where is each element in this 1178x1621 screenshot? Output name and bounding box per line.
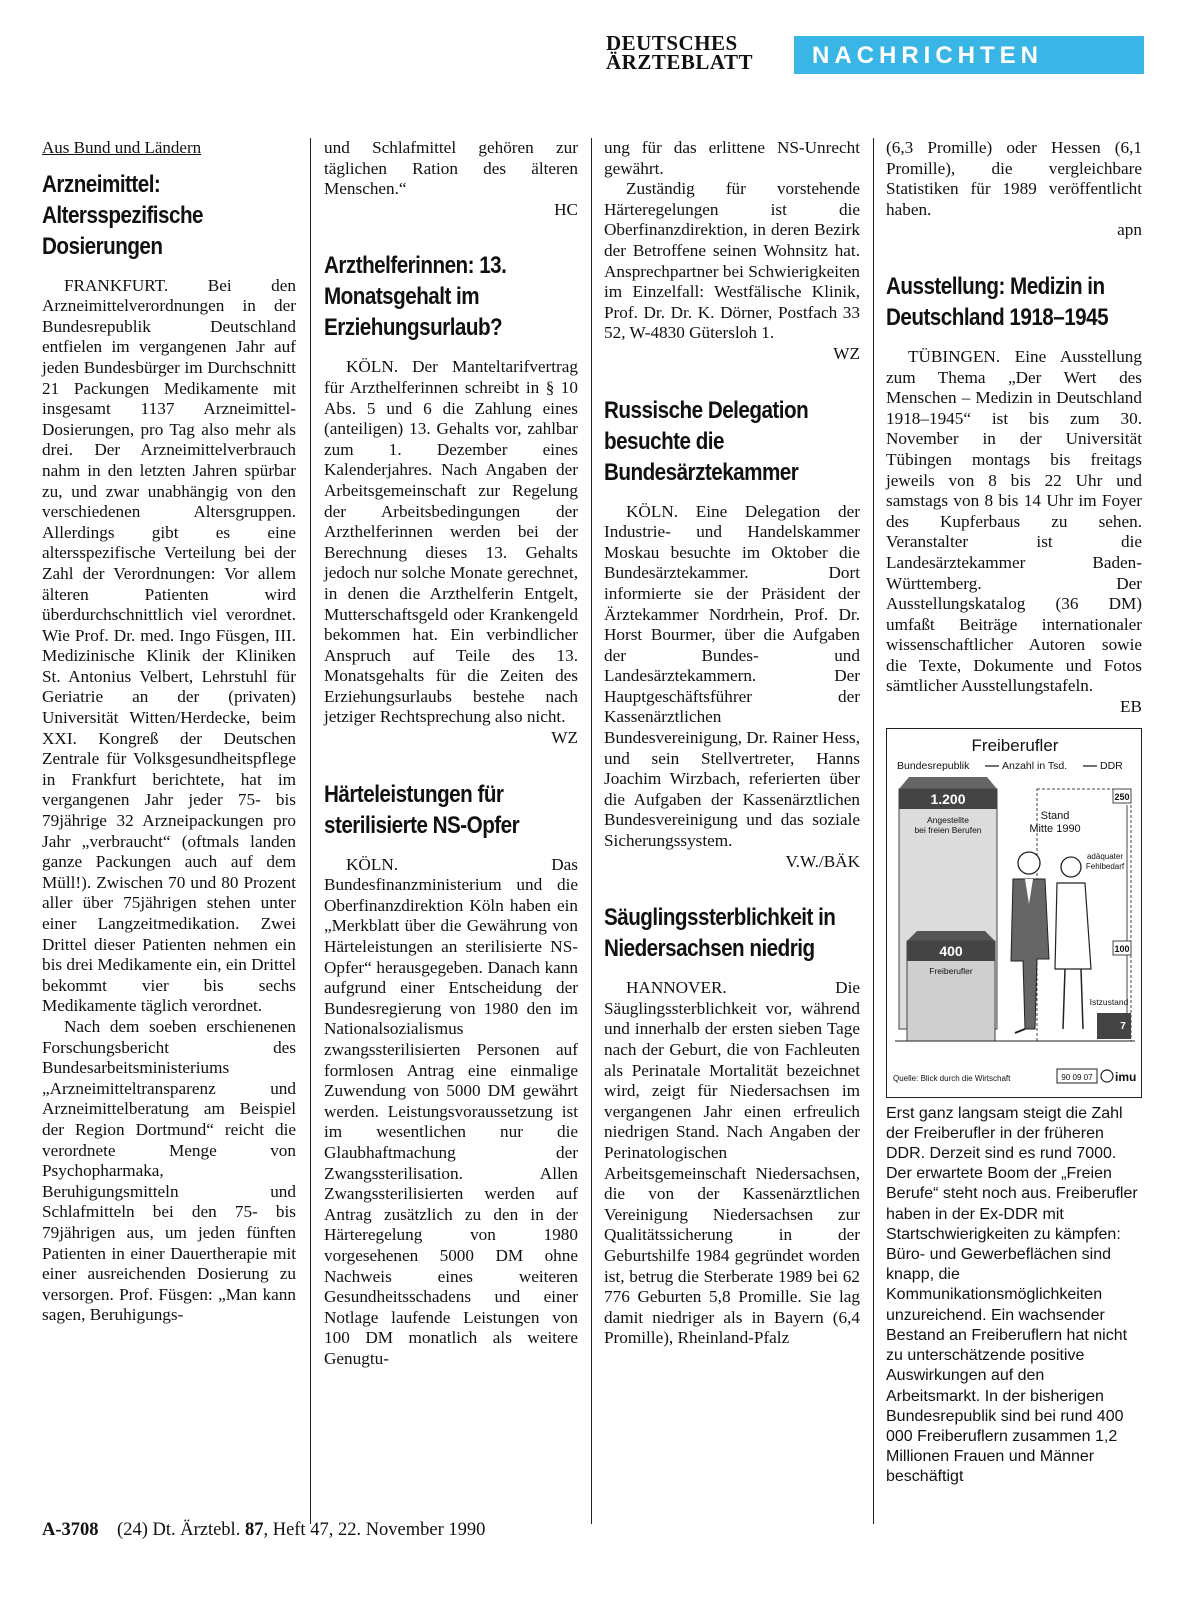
source-note: Quelle: Blick durch die Wirtschaft [893,1073,1011,1083]
article-paragraph: ung für das erlittene NS-Unrecht gewährt. [604,138,860,178]
author-line [886,220,1142,241]
headline-haerteleistungen: Härteleistungen für sterilisierte NS-Opfer [324,780,520,839]
code-text: 90 09 07 [1061,1072,1093,1082]
stand-label: Mitte 1990 [1029,822,1081,835]
brd-value: 1.200 [930,790,966,807]
section-label: Aus Bund und Ländern [42,138,202,157]
need-label: adäquater [1086,851,1124,861]
column-4 [886,138,1142,1488]
author: apn [1117,220,1142,240]
article-paragraph: (6,3 Promille) oder Hessen (6,1 Promille), die vergleichbare Statistiken für 1989 veröffentlicht haben. [886,138,1142,219]
headline-arzneimittel: Arzneimittel: Altersspezifische Dosierungen [42,170,204,260]
section-banner [794,36,1144,74]
need-label: Fehlbedarf [1085,861,1125,871]
author-line [604,852,860,873]
author-line [324,728,578,749]
article-paragraph: KÖLN. Der Manteltarifvertrag für Arzthelferinnen schreibt in § 10 Abs. 5 und 6 die Zahlung eines (anteiligen) 13. Gehalts vor, zahlbar zum 1. Dezember eines Kalenderjahres. Nach Angaben der Arbeitsgemeinschaft zur Regelung der Arbeitsbedingungen der Arzthelferinnen werden bei der Berechnung dieses 13. Gehalts jedoch nur solche Monate gerechnet, in denen die Arzthelferin Entgelt, Mutterschaftsgeld oder Krankengeld bekommen hat. Ein verbindlicher Anspruch auf Teile des 13. Monatsgehalts für die Zeiten des Erziehungsurlaubs bestehe nach jetziger Rechtsprechung also nicht. [324,357,578,727]
brand-logo [606,31,776,74]
ist-value: 7 [1120,1020,1126,1032]
article-paragraph: FRANKFURT. Bei den Arzneimittelverordnungen in der Bundesrepublik Deutschland entfielen im vergangenen Jahr auf jeden Bundesbürger im Durchschnitt 21 Packungen Medikamente mit insgesamt 1137 Arzneimittel-Dosierungen, pro Tag also mehr als drei. Der Arzneimittelverbrauch nahm in den letzten Jahren spürbar zu, und zwar unabhängig von den verschiedenen Altersgruppen. Allerdings gibt es eine altersspezifische Verteilung bei der Zahl der Verordnungen: Vor allem älteren Patienten wird überdurchschnittlich viel verordnet. Wie Prof. Dr. med. Ingo Füsgen, III. Medizinische Klinik der Kliniken St. Antonius Velbert, Lehrstuhl für Geriatrie an der (privaten) Universität Witten/Herdecke, beim XXI. Kongreß der Deutschen Zentrale für Volksgesundheitspflege in Frankfurt berichtete, hat im vergangenen Jahr jeder 75- bis 79jährige 32 Arzneipackungen pro Jahr „verbraucht“ (oftmals landen ganze Packungen auch auf dem Müll!). Zwischen 70 und 80 Prozent aller über 75jährigen stehen unter einer Langzeitmedikation. Zwei Drittel dieser Patienten nehmen ein bis drei Medikamente ein, ein Drittel bekommt vier bis sechs Medikamente täglich verordnet. [42,275,296,1016]
infographic-title: Freiberufler [971,735,1059,755]
article-paragraph: KÖLN. Eine Delegation der Industrie- und Handelskammer Moskau besuchte im Oktober die Bundesärztekammer. Dort informierte sie der Präsident der Ärztekammer Nordrhein, Prof. Dr. Horst Bourmer, über die Aufgaben der Bundes- und Landesärztekammern. Der Hauptgeschäftsführer der Kassenärztlichen Bundesvereinigung, Dr. Rainer Hess, und sein Stellvertreter, Hanns Joachim Wirzbach, referierten über die Aufgaben der Kassenärztlichen Bundesvereinigung und das soziale Sicherungssystem. [604,501,860,851]
brd-free-label: Freiberufler [929,965,973,976]
headline-ausstellung: Ausstellung: Medizin in Deutschland 1918–1945 [886,272,1109,331]
column-2 [324,138,578,1370]
headline-russische-delegation: Russische Delegation besuchte die Bundesärztekammer [604,396,809,486]
ist-label: Istzustand [1089,996,1129,1007]
column-rule [591,138,592,1524]
section-title: NACHRICHTEN [812,42,1043,69]
volume-number: 87 [244,1520,264,1540]
imu-logo-icon [1101,1070,1113,1082]
brd-small-top [907,931,995,941]
column-rule [310,138,311,1524]
article-paragraph: Zuständig für vorstehende Härteregelungen ist die Oberfinanzdirektion, in deren Bezirk der Betroffene seinen Wohnsitz hat. Ansprechpartner bei Schwierigkeiten im Einzelfall: Westfälische Klinik, Prof. Dr. Dr. K. Dörner, Postfach 33 52, W-4830 Gütersloh 1. [604,179,860,343]
author-line [324,200,578,221]
author: V.W./BÄK [785,851,860,871]
man-figure-icon [1011,852,1049,1033]
brd-free-value: 400 [939,942,963,959]
infographic-drawing [887,729,1142,1098]
infographic-label-ddr: DDR [1100,759,1123,772]
brand-line1: DEUTSCHES [606,31,738,55]
brand-line2: ÄRZTEBLATT [606,50,753,74]
infographic-freiberufler [886,728,1142,1098]
article-paragraph: TÜBINGEN. Eine Ausstellung zum Thema „Der Wert des Menschen – Medizin in Deutschland 1918–1945“ ist bis zum 30. November in der Universität Tübingen montags bis freitags jeweils von 8 bis 22 Uhr und samstags von 8 bis 14 Uhr im Foyer des Kupferbaus zu sehen. Veranstalter ist die Landesärztekammer Baden-Württemberg. Der Ausstellungskatalog (36 DM) umfaßt Beiträge internationaler wissenschaftlicher Autoren sowie die Texte, Dokumente und Fotos sämtlicher Ausstellungstafeln. [886,346,1142,696]
logo-text: imu [1115,1069,1137,1084]
infographic-label-brd: Bundesrepublik [897,759,970,772]
citation-suffix: , Heft 47, 22. November 1990 [263,1520,486,1540]
infographic-caption: Erst ganz langsam steigt die Zahl der Freiberufler in der früheren DDR. Derzeit sind es rund 7000. Der erwartete Boom der „Freien Berufe“ steht noch aus. Freiberufler haben in der Ex-DDR mit Startschwierigkeiten zu kämpfen: Büro- und Gewerbeflächen sind knapp, die Kommunikationsmöglichkeiten unzureichend. Ein wachsender Bestand an Freiberuflern hat nicht zu unterschätzende positive Auswirkungen auf den Arbeitsmarkt. In der bisherigen Bundesrepublik sind bei rund 400 000 Freiberuflern zusammen 1,2 Millionen Frauen und Männer beschäftigt [886,1104,1138,1486]
article-paragraph: und Schlafmittel gehören zur täglichen Ration des älteren Menschen.“ [324,138,578,199]
headline-saeuglingssterblichkeit: Säuglingssterblichkeit in Niedersachsen niedrig [604,904,836,963]
woman-figure-icon [1055,857,1091,1029]
brd-box-top [899,777,997,789]
brd-note: Angestellte [926,814,970,825]
author: WZ [551,728,578,748]
page-footer [42,1520,485,1541]
article-paragraph: KÖLN. Das Bundesfinanzministerium und die Oberfinanzdirektion Köln haben ein „Merkblatt über die Gewährung von Härteleistungen an sterilisierte NS-Opfer“ herausgegeben. Danach kann aufgrund einer Entscheidung der Bundesregierung von 1980 den im Nationalsozialismus zwangssterilisierten Personen auf formlosen Antrag eine einmalige Zuwendung von 5000 DM gewährt werden. Leistungsvoraussetzung ist im wesentlichen nur die Glaubhaftmachung der Zwangssterilisation. Allen Zwangssterilisierten werden auf Antrag zusätzlich zu den in der Härteregelung von 1980 vorgesehenen 5000 DM ohne Nachweis eines weiteren Gesundheitsschadens und einer Notlage laufende Leistungen von 100 DM monatlich als weitere Genugtu- [324,854,578,1368]
ddr-value: 250 [1114,791,1130,802]
column-1 [42,138,296,1326]
infographic-label-unit: Anzahl in Tsd. [1002,759,1068,772]
headline-arzthelferinnen: Arzthelferinnen: 13. Monatsgehalt im Erziehungsurlaub? [324,252,507,342]
article-paragraph: Nach dem soeben erschienenen Forschungsbericht des Bundesarbeitsministeriums „Arzneimitteltransparenz und Arzneimittelberatung am Beispiel der Region Dortmund“ reicht die verordnete Menge von Psychopharmaka, Beruhigungsmitteln und Schlafmitteln bei den 75- bis 79jährigen aus, um jeden fünften Patienten in einer Dauertherapie mit einer ausreichenden Dosierung zu versorgen. Prof. Füsgen: „Man kann sagen, Beruhigungs- [42,1016,296,1325]
ist-box [1097,1013,1131,1039]
column-rule [873,138,874,1524]
column-3 [604,138,860,1349]
author: EB [1120,697,1142,717]
author: WZ [833,343,860,363]
ddr-100-value: 100 [1114,943,1130,954]
author-line [886,697,1142,718]
citation-prefix: (24) Dt. Ärztebl. [117,1520,241,1540]
brd-note: bei freien Berufen [914,824,982,835]
page-number: A-3708 [42,1520,99,1540]
article-paragraph: HANNOVER. Die Säuglingssterblichkeit vor, während und innerhalb der ersten sieben Tage nach der Geburt, die von Fachleuten als Perinatale Mortalität bezeichnet wird, zeigt für Niedersachsen im vergangenen Jahr einen erfreulich niedrigen Stand. Nach Angaben der Perinatologischen Arbeitsgemeinschaft Niedersachsen, die von der Kassenärztlichen Vereinigung Niedersachsen zur Qualitätssicherung in der Geburtshilfe 1984 gegründet worden ist, betrug die Sterberate 1989 bei 62 776 Geburten 5,8 Promille. Sie lag damit niedriger als in Bayern (6,4 Promille), Rheinland-Pfalz [604,978,860,1348]
author-line [604,344,860,365]
stand-label: Stand [1040,809,1070,822]
author: HC [554,199,578,219]
